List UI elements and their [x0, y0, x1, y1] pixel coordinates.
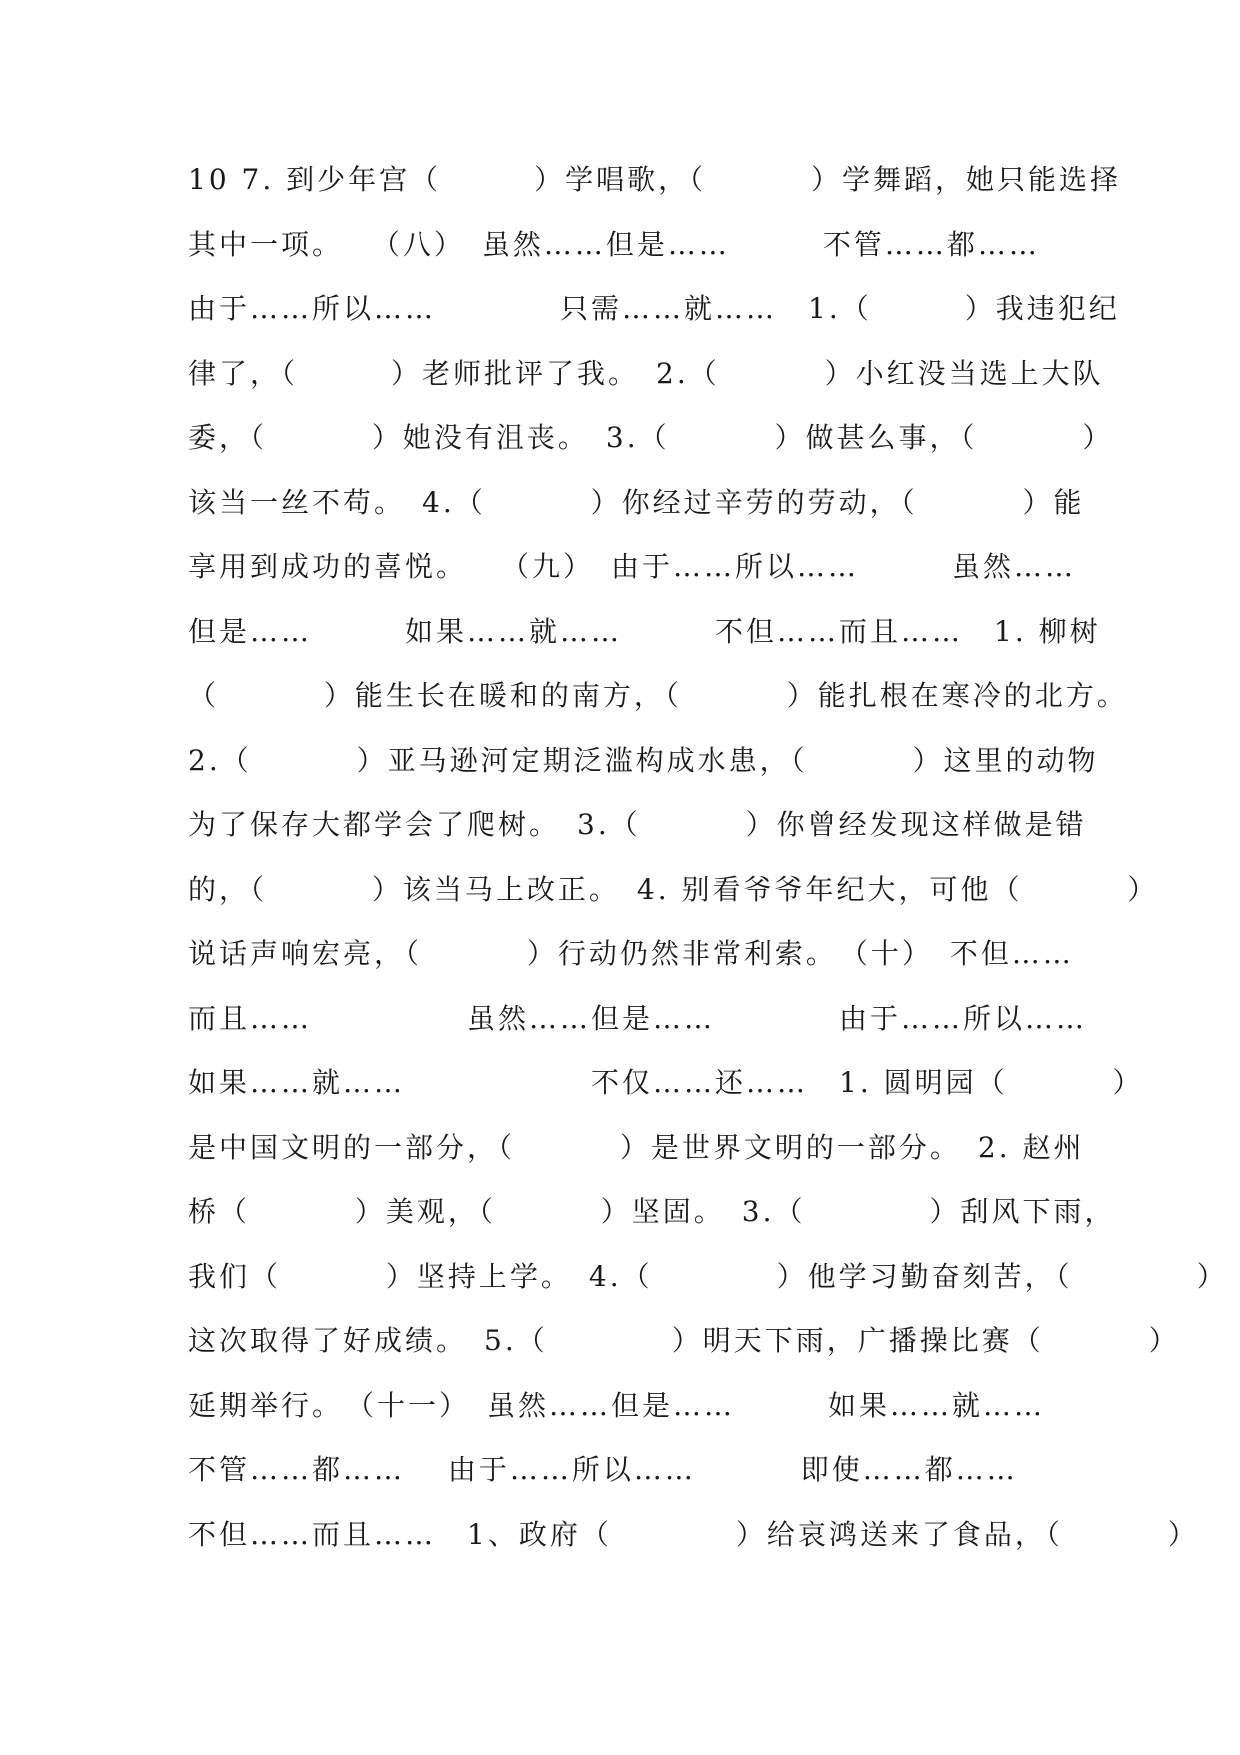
text-line-17: 桥（ ）美观，（ ）坚固。 3.（ ）刮风下雨， — [188, 1195, 1116, 1228]
exercise-text — [188, 158, 1228, 1577]
text-line-18: 我们（ ）坚持上学。 4.（ ）他学习勤奋刻苦，（ ） — [188, 1259, 1228, 1293]
text-line-21: 不管……都…… 由于……所以…… 即使……都…… — [188, 1453, 1018, 1486]
text-line-8: 但是…… 如果……就…… 不但……而且…… 1. 柳树 — [188, 614, 1101, 648]
text-line-3: 由于……所以…… 只需……就…… 1.（ ）我违犯纪 — [188, 292, 1120, 325]
text-line-16: 是中国文明的一部分，（ ）是世界文明的一部分。 2. 赵州 — [188, 1130, 1085, 1164]
text-line-13: 说话声响宏亮，（ ）行动仍然非常利索。 （十） 不但…… — [188, 937, 1074, 970]
text-line-7: 享用到成功的喜悦。 （九） 由于……所以…… 虽然…… — [188, 550, 1077, 583]
text-line-12: 的，（ ）该当马上改正。 4. 别看爷爷年纪大，可他（ ） — [188, 872, 1159, 906]
text-line-14: 而且…… 虽然……但是…… 由于……所以…… — [188, 1001, 1088, 1035]
text-line-6: 该当一丝不苟。 4.（ ）你经过辛劳的劳动，（ ）能 — [188, 485, 1085, 519]
text-line-10: 2.（ ）亚马逊河定期泛滥构成水患，（ ）这里的动物 — [188, 743, 1099, 777]
text-line-2: 其中一项。 （八） 虽然……但是…… 不管……都…… — [188, 227, 1040, 261]
text-line-4: 律了，（ ）老师批评了我。 2.（ ）小红没当选上大队 — [188, 356, 1104, 390]
text-line-15: 如果……就…… 不仅……还…… 1. 圆明园（ ） — [188, 1066, 1144, 1099]
text-line-19: 这次取得了好成绩。 5.（ ）明天下雨，广播操比赛（ ） — [188, 1324, 1180, 1357]
text-line-22: 不但……而且…… 1、政府（ ）给哀鸿送来了食品，（ ） — [188, 1517, 1199, 1551]
text-line-5: 委，（ ）她没有沮丧。 3.（ ）做甚么事，（ ） — [188, 421, 1114, 454]
text-line-11: 为了保存大都学会了爬树。 3.（ ）你曾经发现这样做是错 — [188, 808, 1087, 841]
text-line-9: （ ）能生长在暖和的南方，（ ）能扎根在寒冷的北方。 — [188, 679, 1128, 712]
text-line-20: 延期举行。 （十一） 虽然……但是…… 如果……就…… — [188, 1388, 1046, 1422]
text-line-1: 10 7. 到少年宫（ ）学唱歌，（ ）学舞蹈，她只能选择 — [188, 163, 1122, 196]
